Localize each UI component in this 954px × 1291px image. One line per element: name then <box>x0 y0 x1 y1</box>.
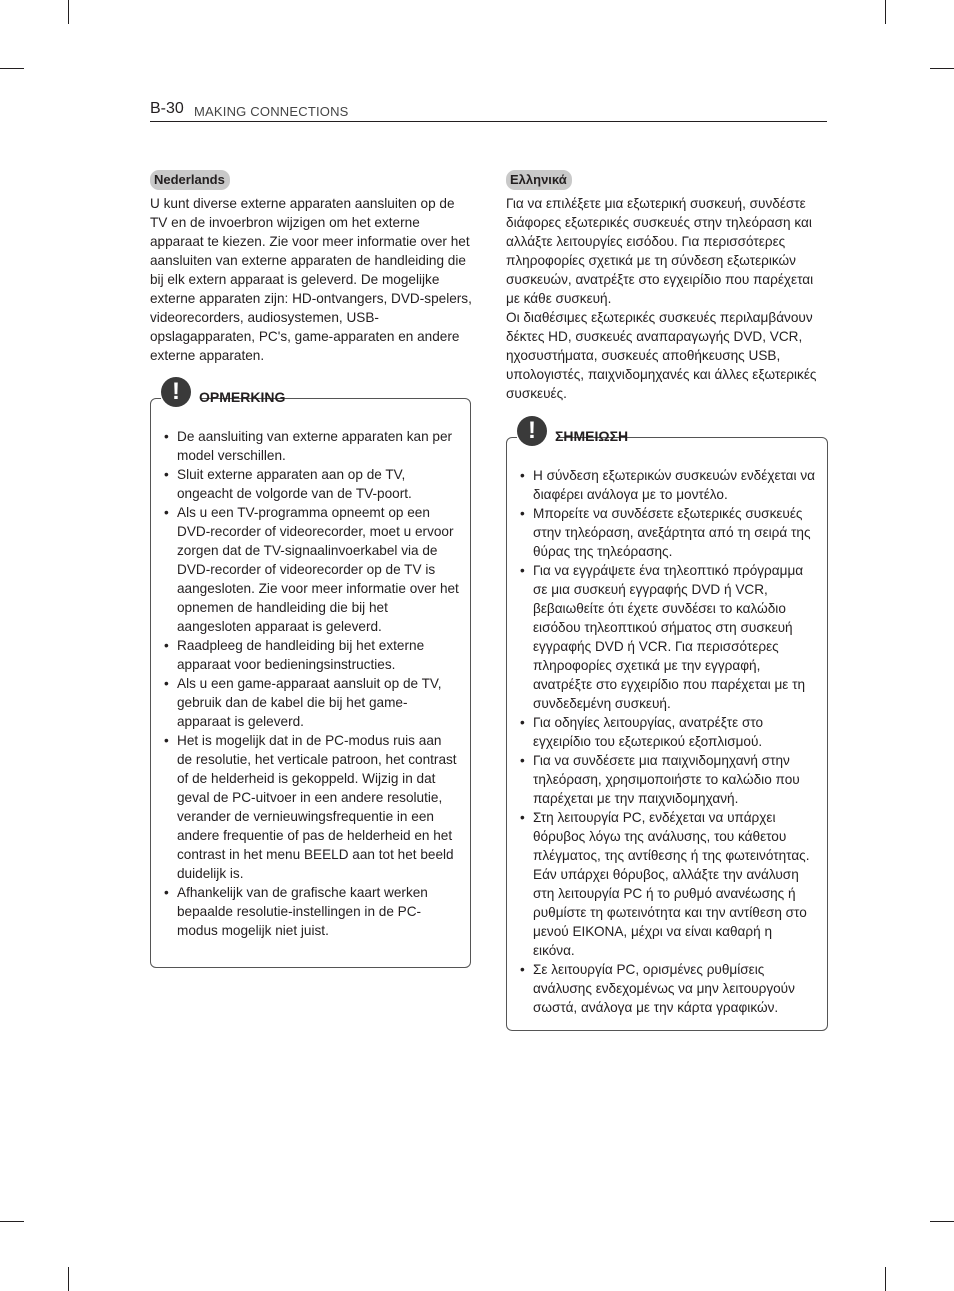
intro-paragraph: Οι διαθέσιμες εξωτερικές συσκευές περιλαμβάνουν δέκτες HD, συσκευές αναπαραγωγής DVD, VCR, ηχοσυστήματα, συσκευές αποθήκευσης USB, υπολογιστές, παιχνιδομηχανές και άλλες εξωτερικές συσκευές. <box>506 310 817 401</box>
list-item: • Για οδηγίες λειτουργίας, ανατρέξτε στο εγχειρίδιο του εξωτερικού εξοπλισμού. <box>520 713 816 751</box>
list-item: • Για να συνδέσετε μια παιχνιδομηχανή στην τηλεόραση, χρησιμοποιήστε το καλώδιο που παρέχεται με την παιχνιδομηχανή. <box>520 751 816 808</box>
dutch-column <box>150 170 472 365</box>
crop-mark <box>0 68 24 69</box>
list-item: • Sluit externe apparaten aan op de TV, ongeacht de volgorde van de TV-poort. <box>164 465 460 503</box>
page-number: B-30 <box>150 100 184 117</box>
note-box <box>150 378 471 968</box>
section-title: MAKING CONNECTIONS <box>194 104 349 119</box>
list-item: • Η σύνδεση εξωτερικών συσκευών ενδέχεται να διαφέρει ανάλογα με το μοντέλο. <box>520 466 816 504</box>
crop-mark <box>68 0 69 24</box>
exclamation-icon: ! <box>517 416 547 446</box>
list-item: • Het is mogelijk dat in de PC-modus ruis aan de resolutie, het verticale patroon, het contrast of de helderheid is gekoppeld. Wijzig in dat geval de PC-uitvoer in een andere resolutie, verander de vernieuwingsfrequentie in een andere frequentie of pas de helderheid en het contrast in het menu BEELD aan tot het beeld duidelijk is. <box>164 731 460 883</box>
note-list <box>164 427 460 940</box>
list-item: • Για να εγγράψετε ένα τηλεοπτικό πρόγραμμα σε μια συσκευή εγγραφής DVD ή VCR, βεβαιωθείτε ότι έχετε συνδέσει το καλώδιο εισόδου τηλεοπτικού σήματος στη συσκευή εγγραφής DVD ή VCR. Για περισσότερες πληροφορίες σχετικά με την εγγραφή, ανατρέξτε στο εγχειρίδιο που παρέχεται με τη συνδεδεμένη συσκευή. <box>520 561 816 713</box>
note-list <box>520 466 816 1017</box>
language-badge: Nederlands <box>150 170 230 190</box>
crop-mark <box>930 68 954 69</box>
crop-mark <box>930 1221 954 1222</box>
list-item: • Afhankelijk van de grafische kaart werken bepaalde resolutie-instellingen in de PC-modus mogelijk niet juist. <box>164 883 460 940</box>
list-item: • Μπορείτε να συνδέσετε εξωτερικές συσκευές στην τηλεόραση, ανεξάρτητα από τη σειρά της θύρας της τηλεόρασης. <box>520 504 816 561</box>
greek-column <box>506 170 828 403</box>
note-header <box>517 416 629 450</box>
language-badge: Ελληνικά <box>506 170 572 190</box>
list-item: • Σε λειτουργία PC, ορισμένες ρυθμίσεις ανάλυσης ενδεχομένως να μην λειτουργούν σωστά, ανάλογα με την κάρτα γραφικών. <box>520 960 816 1017</box>
list-item: • Als u een TV-programma opneemt op een DVD-recorder of videorecorder, moet u ervoor zorgen dat de TV-signaalinvoerkabel via de DVD-recorder of videorecorder op de TV is aangesloten. Zie voor meer informatie over het opnemen de handleiding die bij het aangesloten apparaat is geleverd. <box>164 503 460 636</box>
crop-mark <box>885 1267 886 1291</box>
list-item: • De aansluiting van externe apparaten kan per model verschillen. <box>164 427 460 465</box>
intro-paragraph: Για να επιλέξετε μια εξωτερική συσκευή, συνδέστε διάφορες εξωτερικές συσκευές στην τηλεόραση και αλλάξτε λειτουργίες εισόδου. Για περισσότερες πληροφορίες σχετικά με τη σύνδεση εξωτερικών συσκευών, ανατρέξτε στο εγχειρίδιο που παρέχεται με κάθε συσκευή. <box>506 196 814 306</box>
crop-mark <box>68 1267 69 1291</box>
crop-mark <box>885 0 886 24</box>
note-header <box>161 377 286 411</box>
page-header <box>150 99 827 122</box>
exclamation-icon: ! <box>161 377 191 407</box>
list-item: • Raadpleeg de handleiding bij het externe apparaat voor bedieningsinstructies. <box>164 636 460 674</box>
list-item: • Als u een game-apparaat aansluit op de TV, gebruik dan de kabel die bij het game-apparaat is geleverd. <box>164 674 460 731</box>
note-title: OPMERKING <box>199 389 286 405</box>
note-title: ΣΗΜΕΙΩΣΗ <box>555 428 629 444</box>
crop-mark <box>0 1221 24 1222</box>
note-box <box>506 417 828 1031</box>
intro-paragraph: U kunt diverse externe apparaten aansluiten op de TV en de invoerbron wijzigen om het externe apparaat te kiezen. Zie voor meer informatie over het aansluiten van externe apparaten de handleiding die bij elk extern apparaat is geleverd. De mogelijke externe apparaten zijn: HD-ontvangers, DVD-spelers, videorecorders, audiosystemen, USB-opslagapparaten, PC's, game-apparaten en andere externe apparaten. <box>150 196 472 363</box>
list-item: • Στη λειτουργία PC, ενδέχεται να υπάρχει θόρυβος λόγω της ανάλυσης, του κάθετου πλέγματος, της αντίθεσης ή της φωτεινότητας. Εάν υπάρχει θόρυβος, αλλάξτε την ανάλυση στη λειτουργία PC ή το ρυθμό ανανέωσης ή ρυθμίστε τη φωτεινότητα και την αντίθεση στο μενού ΕΙΚΟΝΑ, μέχρι να είναι καθαρή η εικόνα. <box>520 808 816 960</box>
